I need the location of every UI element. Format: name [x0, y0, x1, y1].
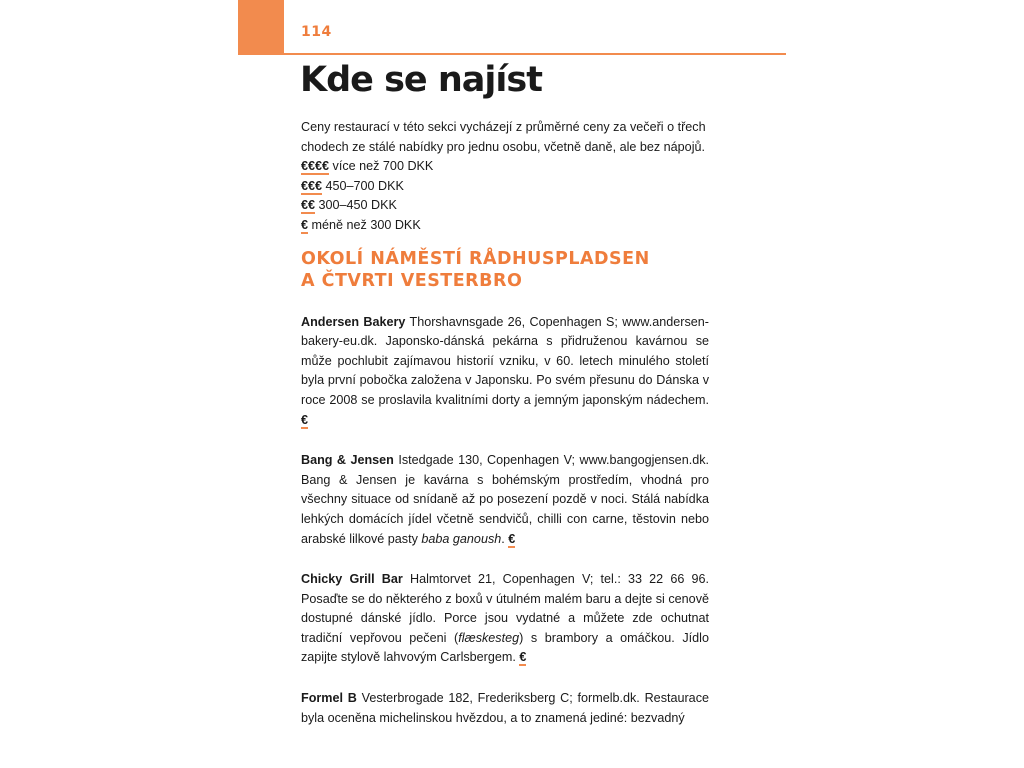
dish-name: flæskesteg [458, 630, 520, 645]
price-symbol: €€ [301, 198, 316, 213]
restaurant-description: Vesterbrogade 182, Frederiksberg C; formelb.dk. Restaurace byla oceněna michelinskou hvězdou, a to znamená jediné: bezvadný [301, 691, 709, 725]
price-legend-row [301, 196, 709, 216]
section-heading [301, 248, 709, 292]
restaurant-entry [301, 451, 709, 549]
restaurant-name: Bang & Jensen [301, 453, 394, 468]
price-legend-row [301, 157, 709, 177]
price-tag: € [301, 412, 309, 427]
restaurant-description: Halmtorvet 21, Copenhagen V; tel.: 33 22 66 96. Posaďte se do některého z boxů v útulném malém baru a dejte si cenově dostupné dánské jídlo. Porce jsou vydatné a můžete zde ochutnat tradiční vepřovou pečeni ( [301, 572, 709, 645]
price-label: 300–450 DKK [315, 198, 397, 213]
price-symbol: €€€ [301, 178, 323, 193]
page-title: Kde se najíst [300, 60, 542, 100]
dish-name: baba ganoush [421, 531, 502, 546]
intro-text: Ceny restaurací v této sekci vycházejí z průměrné ceny za večeři o třech chodech ze stálé nabídky pro jednu osobu, včetně daně, ale bez nápojů. [301, 120, 706, 154]
restaurant-description: Thorshavnsgade 26, Copenhagen S; www.andersen-bakery-eu.dk. Japonsko-dánská pekárna s přidruženou kavárnou se může pochlubit zajímavou historií vzniku, v 60. letech minulého století byla první pobočka založena v Japonsku. Po svém přesunu do Dánska v roce 2008 se proslavila kvalitními dorty a jemným japonským nádechem. [301, 314, 709, 407]
price-legend-row [301, 177, 709, 197]
restaurant-name: Formel B [301, 691, 357, 706]
restaurant-description-end: ) s brambory a omáčkou. Jídlo zapijte stylově lahvovým Carlsbergem. [301, 630, 709, 665]
page-corner-tab [238, 0, 284, 54]
price-label: 450–700 DKK [322, 178, 404, 193]
page-number: 114 [301, 24, 332, 40]
restaurant-entry [301, 570, 709, 668]
header-rule [238, 53, 786, 55]
price-label: více než 700 DKK [329, 159, 434, 174]
restaurant-entry [301, 689, 709, 728]
price-symbol: € [301, 217, 309, 232]
section-heading-line: A ČTVRTI VESTERBRO [301, 270, 523, 291]
price-legend-row [301, 216, 709, 236]
price-symbol: €€€€ [301, 159, 330, 174]
restaurant-description-end: . [501, 531, 509, 546]
restaurant-name: Chicky Grill Bar [301, 572, 403, 587]
restaurant-name: Andersen Bakery [301, 314, 406, 329]
page-content [301, 118, 709, 728]
price-tag: € [519, 650, 527, 665]
price-tag: € [508, 531, 516, 546]
intro-paragraph [301, 118, 709, 236]
section-heading-line: OKOLÍ NÁMĚSTÍ RÅDHUSPLADSEN [301, 248, 650, 269]
restaurant-description: Istedgade 130, Copenhagen V; www.bangogjensen.dk. Bang & Jensen je kavárna s bohémským prostředím, vhodná pro všechny situace od snídaně až po posezení pozdě v noci. Stálá nabídka lehkých domácích jídel včetně sendvičů, chilli con carne, těstovin nebo arabské lilkové pasty [301, 453, 709, 546]
restaurant-entry [301, 313, 709, 431]
price-label: méně než 300 DKK [308, 217, 421, 232]
